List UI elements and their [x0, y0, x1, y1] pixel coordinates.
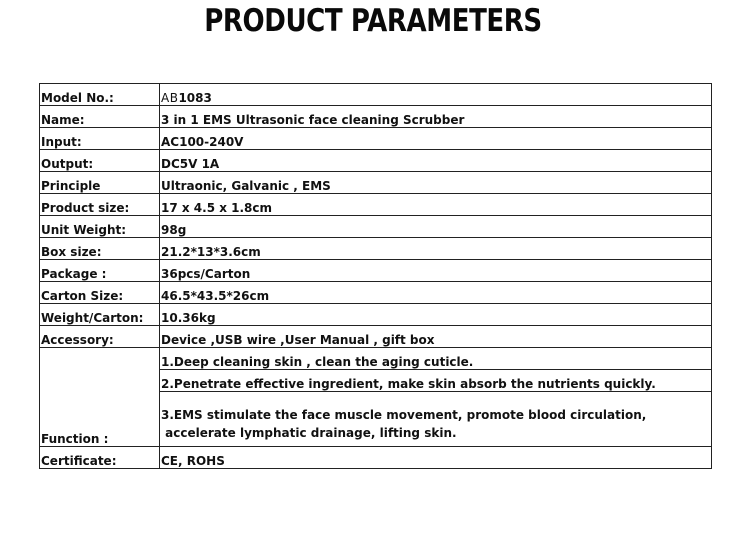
table-row — [40, 84, 712, 106]
table-row — [40, 128, 712, 150]
carton-size-value: 46.5*43.5*26cm — [160, 282, 712, 304]
model-label: Model No.: — [40, 84, 160, 106]
output-label: Output: — [40, 150, 160, 172]
unit-weight-value: 98g — [160, 216, 712, 238]
function-item-3-line-2: accelerate lymphatic drainage, lifting skin. — [161, 426, 457, 440]
product-size-label: Product size: — [40, 194, 160, 216]
weight-carton-label: Weight/Carton: — [40, 304, 160, 326]
package-label: Package : — [40, 260, 160, 282]
function-item-3 — [160, 392, 712, 447]
function-item-2: 2.Penetrate effective ingredient, make skin absorb the nutrients quickly. — [160, 370, 712, 392]
table-row — [40, 238, 712, 260]
page-title: PRODUCT PARAMETERS — [204, 3, 542, 39]
table-row — [40, 326, 712, 348]
weight-carton-value: 10.36kg — [160, 304, 712, 326]
accessory-value: Device ,USB wire ,User Manual , gift box — [160, 326, 712, 348]
unit-weight-label: Unit Weight: — [40, 216, 160, 238]
input-label: Input: — [40, 128, 160, 150]
box-size-label: Box size: — [40, 238, 160, 260]
certificate-value: CE, ROHS — [160, 447, 712, 469]
output-value: DC5V 1A — [160, 150, 712, 172]
model-value — [160, 84, 712, 106]
principle-label: Principle — [40, 172, 160, 194]
box-size-value: 21.2*13*3.6cm — [160, 238, 712, 260]
table-row — [40, 260, 712, 282]
function-item-1: 1.Deep cleaning skin , clean the aging cuticle. — [160, 348, 712, 370]
table-row — [40, 304, 712, 326]
principle-value: Ultraonic, Galvanic , EMS — [160, 172, 712, 194]
name-label: Name: — [40, 106, 160, 128]
accessory-label: Accessory: — [40, 326, 160, 348]
model-number: 1083 — [178, 91, 212, 105]
parameters-table — [39, 83, 712, 469]
table-row — [40, 447, 712, 469]
table-row — [40, 172, 712, 194]
name-value: 3 in 1 EMS Ultrasonic face cleaning Scrubber — [160, 106, 712, 128]
package-value: 36pcs/Carton — [160, 260, 712, 282]
input-value: AC100-240V — [160, 128, 712, 150]
certificate-label: Certificate: — [40, 447, 160, 469]
table-row — [40, 194, 712, 216]
table-row — [40, 106, 712, 128]
table-row — [40, 216, 712, 238]
model-prefix: AB — [161, 91, 179, 105]
table-row — [40, 150, 712, 172]
table-row — [40, 282, 712, 304]
product-size-value: 17 x 4.5 x 1.8cm — [160, 194, 712, 216]
function-item-3-line-1: 3.EMS stimulate the face muscle movement, promote blood circulation, — [161, 408, 647, 422]
table-row — [40, 348, 712, 370]
function-label: Function : — [40, 348, 160, 447]
carton-size-label: Carton Size: — [40, 282, 160, 304]
